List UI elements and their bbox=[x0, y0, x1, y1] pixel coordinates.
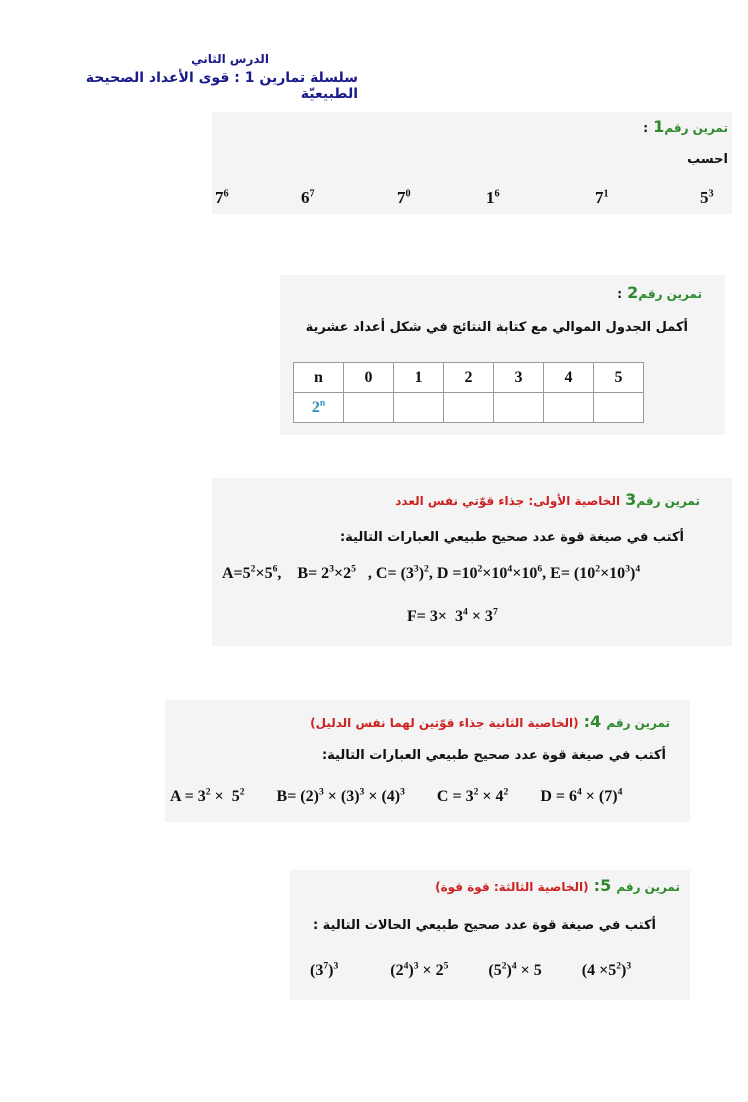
power-base: 7 bbox=[397, 188, 406, 207]
table-cell bbox=[444, 393, 494, 423]
exercise-label: تمرين رقم bbox=[636, 494, 700, 508]
exercise-2-instruction: أكمل الجدول الموالي مع كتابة النتائج في شكل أعداد عشرية bbox=[305, 320, 688, 335]
series-title: سلسلة تمارين 1 : قوى الأعداد الصحيحة الطبيعيّة bbox=[85, 70, 358, 102]
power-exponent: 7 bbox=[309, 188, 315, 200]
exercise-number: 1 bbox=[653, 117, 665, 136]
exercise-3-heading bbox=[330, 490, 700, 509]
power-base: 1 bbox=[486, 188, 495, 207]
table-cell: 2 bbox=[444, 363, 494, 393]
power-item bbox=[700, 188, 714, 208]
exercise-5-heading bbox=[400, 876, 680, 895]
power-exponent: 6 bbox=[223, 188, 229, 200]
table-cell bbox=[594, 393, 644, 423]
exercise-colon: : bbox=[643, 121, 649, 135]
power-exponent: 1 bbox=[603, 188, 609, 200]
table-cell: n bbox=[294, 363, 344, 393]
power-item bbox=[595, 188, 609, 208]
property-label: (الخاصية الثانية جذاء قوّتين لهما نفس الدليل) bbox=[310, 716, 579, 730]
table-row bbox=[294, 363, 644, 393]
power-item bbox=[215, 188, 229, 208]
table-cell: 0 bbox=[344, 363, 394, 393]
power-base: 7 bbox=[215, 188, 224, 207]
exercise-number: 5: bbox=[593, 876, 612, 895]
power-item bbox=[301, 188, 315, 208]
power-exponent: 0 bbox=[405, 188, 411, 200]
table-cell: 4 bbox=[544, 363, 594, 393]
exercise-label: تمرين رقم bbox=[606, 716, 670, 730]
exercise-colon: : bbox=[617, 287, 623, 301]
exercise-1-instruction: احسب bbox=[687, 152, 728, 167]
power-base: 7 bbox=[595, 188, 604, 207]
table-cell: 5 bbox=[594, 363, 644, 393]
table-row bbox=[294, 393, 644, 423]
property-label: الخاصية الأولى: جذاء قوّتي نفس العدد bbox=[395, 494, 621, 508]
power-exponent: 6 bbox=[494, 188, 500, 200]
power-base: 5 bbox=[700, 188, 709, 207]
power-base: 6 bbox=[301, 188, 310, 207]
exercise-4-expressions: $A = 3^2 \times 5^2$ $B= (2)^3 \times (3)^3 \times (4)^3$ $C = 3^2 \times 4^2$ $D = 6^4 \times (7)^4$ bbox=[170, 786, 623, 805]
exercise-3-expressions: $A=5^2\times 5^6$, $B= 2^3\times 2^5$ , $C= (3^3)^2$, $D =10^2\times 10^4\times 10^6$, $E= (10^2\times 10^3)^4$ bbox=[222, 563, 641, 582]
power-exponent: 3 bbox=[708, 188, 714, 200]
table-cell: 3 bbox=[494, 363, 544, 393]
table-cell bbox=[344, 393, 394, 423]
exercise-number: 3 bbox=[625, 490, 637, 509]
exercise-number: 2 bbox=[627, 283, 639, 302]
exercise-4-heading bbox=[285, 712, 670, 731]
table-cell bbox=[394, 393, 444, 423]
exercise-3-instruction: أكتب في صيغة قوة عدد صحيح طبيعي العبارات التالية: bbox=[339, 530, 684, 545]
property-label: (الخاصية الثالثة: قوة قوة) bbox=[435, 880, 589, 894]
table-cell bbox=[294, 393, 344, 423]
table-cell bbox=[494, 393, 544, 423]
exercise-4-instruction: أكتب في صيغة قوة عدد صحيح طبيعي العبارات التالية: bbox=[321, 748, 666, 763]
exercise-3-expression-f: $F= 3\times 3^4 \times 3^7$ bbox=[407, 606, 498, 625]
lesson-label: الدرس الثاني bbox=[191, 52, 269, 66]
power-exponent: n bbox=[319, 397, 326, 409]
exercise-5-instruction: أكتب في صيغة قوة عدد صحيح طبيعي الحالات التالية : bbox=[312, 918, 656, 933]
exercise-1-heading bbox=[520, 117, 728, 136]
exercise-5-expressions: $(3^7)^3$ $(2^4)^3 \times 2^5$ $(5^2)^4 \times 5$ $(4 \times 5^2)^3$ bbox=[310, 960, 632, 979]
table-cell: 1 bbox=[394, 363, 444, 393]
exercise-number: 4: bbox=[583, 712, 602, 731]
exercise-label: تمرين رقم bbox=[664, 121, 728, 135]
powers-table bbox=[293, 362, 644, 423]
power-item bbox=[486, 188, 500, 208]
exercise-2-heading bbox=[520, 283, 702, 302]
table-cell bbox=[544, 393, 594, 423]
power-base: 2 bbox=[311, 398, 320, 416]
power-item bbox=[397, 188, 411, 208]
exercise-label: تمرين رقم bbox=[638, 287, 702, 301]
exercise-label: تمرين رقم bbox=[616, 880, 680, 894]
